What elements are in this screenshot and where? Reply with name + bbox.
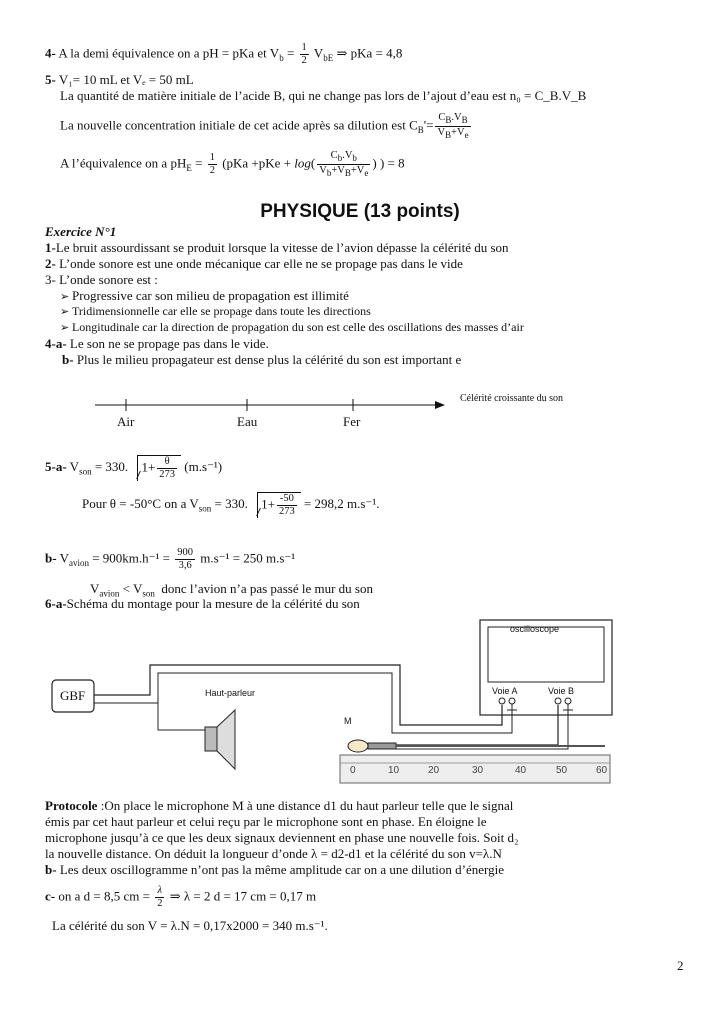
- ruler-tick-40: 40: [515, 765, 527, 776]
- ruler-tick-20: 20: [428, 765, 440, 776]
- exercise-title: Exercice N°1: [45, 224, 117, 239]
- chem-q5: 5- V₁= 10 mL et Vₑ = 50 mL: [45, 72, 194, 87]
- answer-5a-calc: Pour θ = -50°C on a $V_{son} = 330$. 1+ $\frac{-50}{273}$ = 298,2 m.s⁻¹.: [82, 493, 380, 517]
- q4-text: A la demi équivalence on a pH = pKa et V: [58, 45, 280, 61]
- axis-label: Célérité croissante du son: [460, 393, 564, 404]
- gbf-label: GBF: [60, 688, 86, 703]
- oscilloscope-label: oscilloscope: [510, 624, 560, 634]
- ruler-tick-30: 30: [472, 765, 484, 776]
- protocole-line-2: émis par cet haut parleur et celui reçu par le microphone sont en phase. En éloigne le: [45, 814, 487, 829]
- answer-4a: 4-a- Le son ne se propage pas dans le vide.: [45, 336, 269, 351]
- mic-label: M: [344, 716, 352, 726]
- ruler-tick-50: 50: [556, 765, 568, 776]
- ruler-tick-0: 0: [350, 765, 356, 776]
- chem-q5-line3: La nouvelle concentration initiale de cet acide après sa dilution est $C_B'=$ $\frac{C_B.V_B}{V_B+V_e}$: [60, 112, 469, 141]
- experiment-diagram: [40, 615, 620, 790]
- page-number: 2: [677, 958, 684, 973]
- answer-4b: b- Plus le milieu propagateur est dense plus la célérité du son est important e: [62, 352, 462, 367]
- axis-air: Air: [117, 414, 135, 429]
- bullet-3: ➢ Longitudinale car la direction de propagation du son est celle des oscillations des masses d’air: [60, 320, 524, 335]
- protocole-line-1: Protocole :On place le microphone M à une distance d1 du haut parleur telle que le signal: [45, 798, 514, 813]
- chem-q5-line2: La quantité de matière initiale de l’acide B, qui ne change pas lors de l’ajout d’eau est n₀ = C_B.V_B: [60, 88, 587, 103]
- speaker-cone: [217, 710, 235, 769]
- answer-6c-line2: La célérité du son V = λ.N = 0,17x2000 = 340 m.s⁻¹.: [52, 918, 328, 933]
- section-title: PHYSIQUE (13 points): [260, 201, 460, 222]
- speaker-label: Haut-parleur: [205, 688, 256, 698]
- fraction-half: $\frac{1}{2}$: [301, 42, 307, 66]
- speaker-body: [205, 727, 217, 751]
- q4-number: 4-: [45, 45, 56, 61]
- chem-q5-line4: A l’équivalence on a $pH_E$ = $\frac{1}{2}$ (pKa +pKe + log( $\frac{C_b.V_b}{V_b+V_B+V_e}$ ) ) = 8: [60, 150, 405, 179]
- microphone: [348, 740, 368, 752]
- answer-6c: c- on a d = 8,5 cm = $\frac{\lambda}{2}$ ⇒ λ = 2 d = 17 cm = 0,17 m: [45, 885, 317, 909]
- answer-1: 1-Le bruit assourdissant se produit lorsque la vitesse de l’avion dépasse la célérité du son: [45, 240, 509, 255]
- answer-6b: b- Les deux oscillogramme n’ont pas la même amplitude car on a une dilution d’énergie: [45, 862, 504, 877]
- axis-fer: Fer: [343, 414, 361, 429]
- ruler-tick-10: 10: [388, 765, 400, 776]
- axis-eau: Eau: [237, 414, 258, 429]
- answer-5b: b- $V_{avion} = 900km.h^{-1}$ = $\frac{900}{3,6}$ m.s⁻¹ = 250 m.s⁻¹: [45, 547, 296, 571]
- voie-b-label: Voie B: [548, 686, 575, 696]
- chem-q4: 4- A la demi équivalence on a pH = pKa et $V_b$ = $\frac{1}{2}$ $V_{bE}$ ⇒ pKa = 4,8: [45, 42, 403, 66]
- answer-5b-conclusion: $V_{avion} < V_{son}$ donc l’avion n’a pas passé le mur du son: [90, 581, 373, 599]
- answer-2: 2- L’onde sonore est une onde mécanique car elle ne se propage pas dans le vide: [45, 256, 463, 271]
- protocole-line-3: microphone jusqu’à ce que les deux signaux deviennent en phase une nouvelle fois. Soit d₂: [45, 830, 519, 845]
- ruler-tick-60: 60: [596, 765, 608, 776]
- bullet-2: ➢ Tridimensionnelle car elle se propage dans toute les directions: [60, 304, 371, 319]
- oscilloscope-screen: [488, 627, 604, 682]
- celerity-axis: [90, 395, 470, 425]
- q4-result: ⇒ pKa = 4,8: [336, 45, 403, 61]
- bullet-1: ➢ Progressive car son milieu de propagation est illimité: [60, 288, 349, 304]
- protocole-line-4: la nouvelle distance. On déduit la longueur d’onde λ = d2-d1 et la célérité du son v=λ.N: [45, 846, 502, 861]
- voie-a-label: Voie A: [492, 686, 518, 696]
- answer-3: 3- L’onde sonore est :: [45, 272, 158, 287]
- answer-6a: 6-a-Schéma du montage pour la mesure de la célérité du son: [45, 596, 360, 611]
- answer-5a: 5-a- $V_{son} = 330$. 1+ $\frac{\theta}{273}$ (m.s⁻¹): [45, 456, 223, 480]
